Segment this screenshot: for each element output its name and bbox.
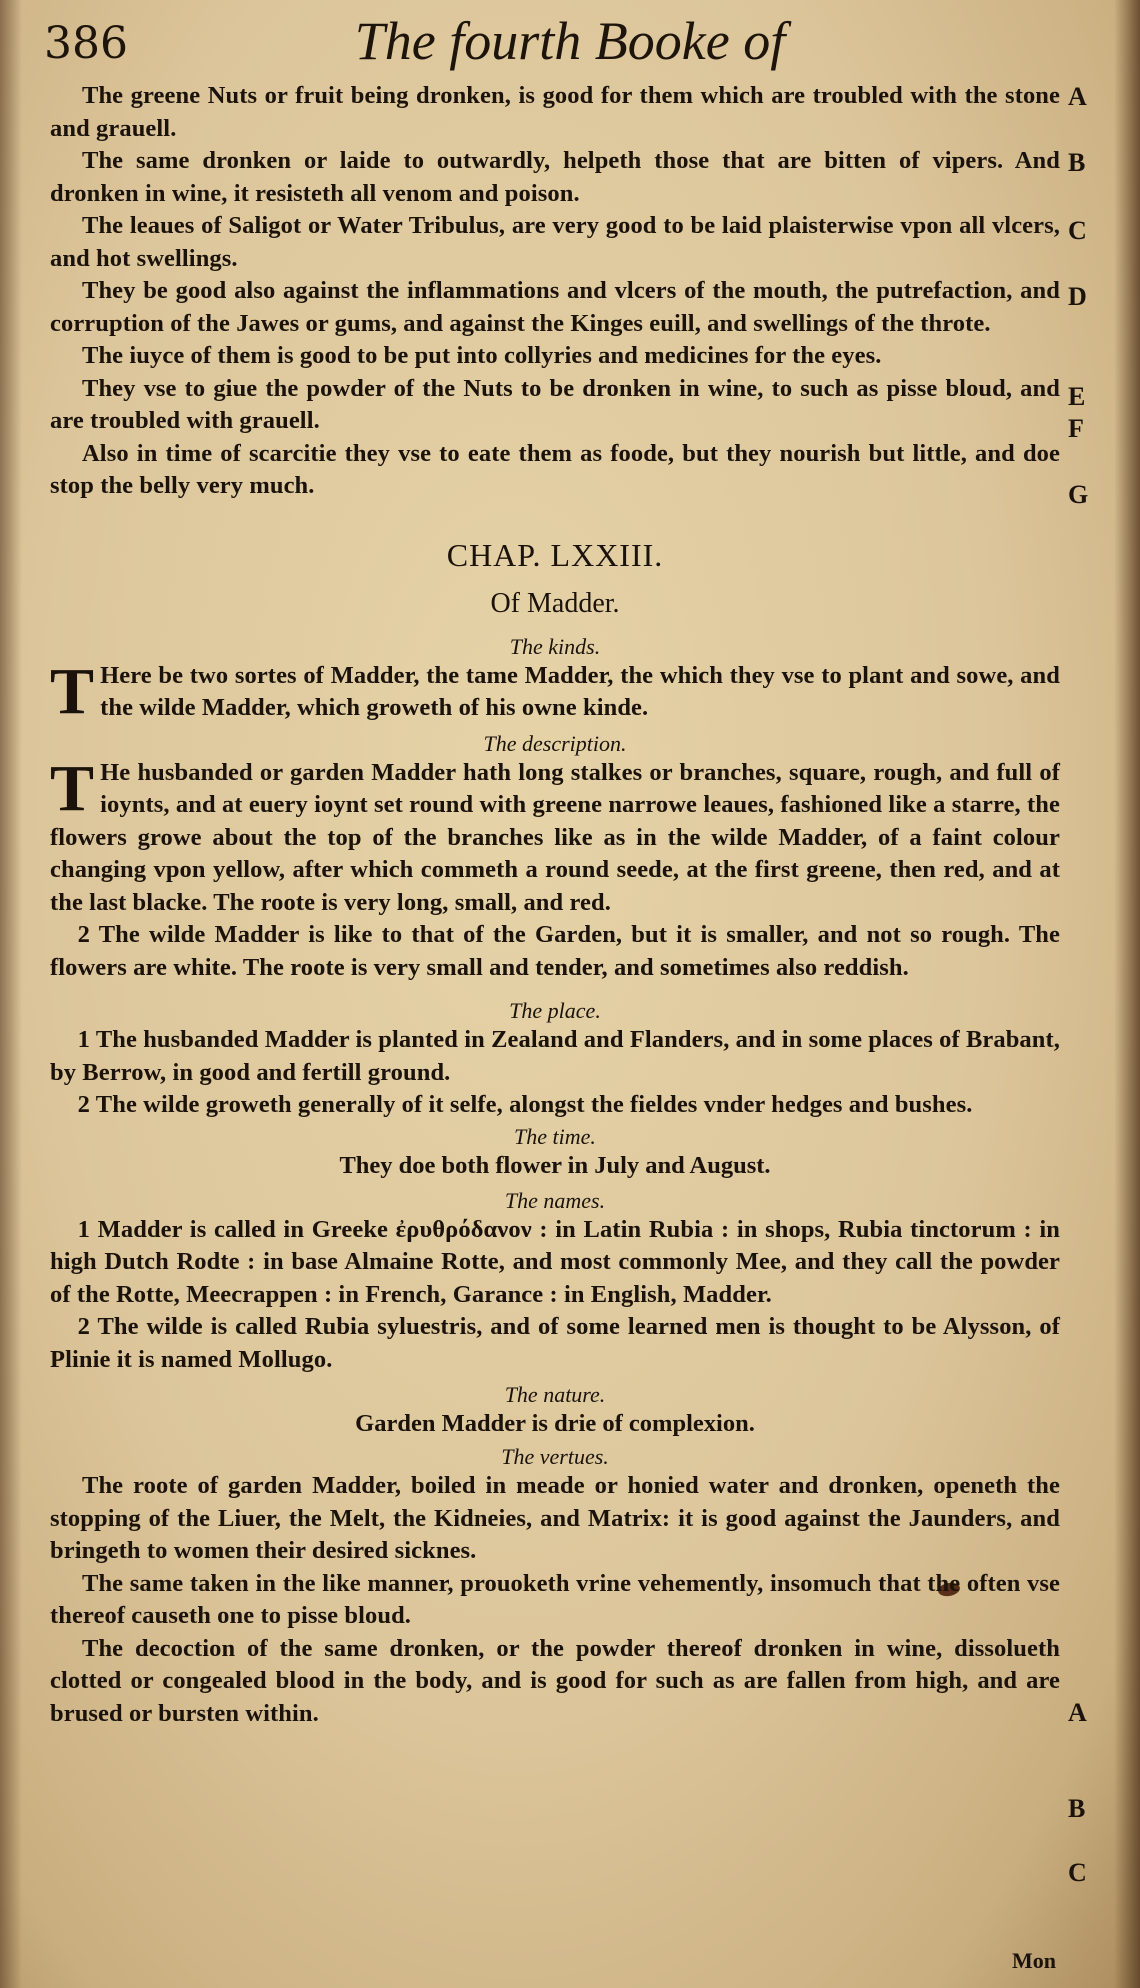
paragraph: The greene Nuts or fruit being dronken, is good for them which are troubled with the stone and grauell. bbox=[50, 82, 1060, 142]
drop-cap: T bbox=[50, 751, 95, 825]
item-number: 2 bbox=[77, 1313, 90, 1340]
section-heading-nature: The nature. bbox=[504, 1382, 606, 1407]
kinds-paragraph bbox=[50, 654, 1060, 728]
section-heading-time: The time. bbox=[514, 1123, 596, 1149]
place-item bbox=[50, 1024, 1060, 1089]
item-number: 2 bbox=[77, 921, 90, 948]
paragraph: The leaues of Saligot or Water Tribulus, are very good to be laid plaisterwise vpon all vlcers, and hot swellings. bbox=[50, 212, 1060, 272]
page-body bbox=[50, 80, 1060, 1730]
description-item bbox=[50, 919, 1060, 984]
margin-letter: F bbox=[1068, 414, 1084, 443]
running-head: The fourth Booke of bbox=[354, 11, 786, 71]
chapter-heading: CHAP. LXXIII. bbox=[446, 536, 664, 573]
page-edge-shadow bbox=[1114, 0, 1140, 1988]
margin-letter: A bbox=[1068, 1698, 1087, 1727]
item-number: 2 bbox=[77, 1091, 90, 1118]
place-item-text: The wilde groweth generally of it selfe, alongst the fieldes vnder hedges and bushes. bbox=[95, 1091, 973, 1118]
paragraph: They vse to giue the powder of the Nuts to be dronken in wine, to such as pisse bloud, and are troubled with grauell. bbox=[50, 374, 1060, 434]
names-item bbox=[50, 1311, 1060, 1376]
paragraph: Also in time of scarcitie they vse to eate them as foode, but they nourish but little, and doe stop the belly very much. bbox=[50, 439, 1060, 499]
nature-text: Garden Madder is drie of complexion. bbox=[355, 1410, 755, 1437]
catchword: Mon bbox=[1012, 1948, 1056, 1973]
place-item bbox=[50, 1089, 1060, 1122]
margin-letter: C bbox=[1068, 216, 1087, 245]
item-number: 1 bbox=[77, 1215, 90, 1243]
page-number: 386 bbox=[44, 18, 128, 69]
section-heading-place: The place. bbox=[509, 998, 601, 1023]
drop-cap: T bbox=[50, 654, 95, 728]
chapter-title: Of Madder. bbox=[490, 587, 620, 619]
margin-letter: D bbox=[1068, 282, 1087, 311]
vertues-paragraph: The roote of garden Madder, boiled in meade or honied water and dronken, openeth the stopping of the Liuer, the Melt, the Kidneies, and Matrix: it is good against the Jaunders, and bringeth to women their desired sicknes. bbox=[50, 1472, 1060, 1564]
section-heading-kinds: The kinds. bbox=[509, 633, 601, 659]
margin-letter: C bbox=[1068, 1858, 1087, 1887]
margin-letter: A bbox=[1068, 82, 1087, 111]
section-heading-description: The description. bbox=[483, 730, 627, 756]
paragraph: The iuyce of them is good to be put into collyries and medicines for the eyes. bbox=[82, 342, 882, 369]
description-item-text: The wilde Madder is like to that of the Garden, but it is smaller, and not so rough. The flowers are white. The roote is very small and tender, and sometimes also reddish. bbox=[50, 921, 1060, 981]
paragraph: The same dronken or laide to outwardly, helpeth those that are bitten of vipers. And dronken in wine, it resisteth all venom and poison. bbox=[50, 147, 1060, 207]
names-item-text: Madder is called in Greeke ἐρυθρόδανον : in Latin Rubia : in shops, Rubia tinctorum : in high Dutch Rodte : in base Almaine Rotte, and most commonly Mee, and they call the powder of the Rotte, Meecrappen : in French, Garance : in English, Madder. bbox=[50, 1215, 1060, 1308]
margin-letter: B bbox=[1068, 148, 1086, 177]
section-heading-names: The names. bbox=[504, 1187, 606, 1213]
kinds-text: Here be two sortes of Madder, the tame Madder, the which they vse to plant and sowe, and the wilde Madder, which groweth of his owne kinde. bbox=[100, 661, 1060, 721]
description-text: He husbanded or garden Madder hath long stalkes or branches, square, rough, and full of ioynts, and at euery ioynt set round with greene narrowe leaues, fashioned like a starre, the flowers growe about the top of the branches like as in the wilde Madder, of a faint colour changing vpon yellow, after which commeth a round seede, at the first greene, then red, and at the last blacke. The roote is very long, small, and red. bbox=[50, 758, 1060, 916]
names-item-text: The wilde is called Rubia syluestris, and of some learned men is thought to be Alysson, of Plinie it is named Mollugo. bbox=[50, 1313, 1060, 1373]
margin-letter: E bbox=[1068, 382, 1086, 411]
item-number: 1 bbox=[77, 1026, 90, 1053]
vertues-paragraph: The decoction of the same dronken, or the powder thereof dronken in wine, dissolueth clotted or congealed blood in the body, and is good for such as are fallen from high, and are brused or bursten within. bbox=[50, 1634, 1060, 1727]
time-text: They doe both flower in July and August. bbox=[339, 1151, 771, 1179]
paragraph: They be good also against the inflammations and vlcers of the mouth, the putrefaction, and corruption of the Jawes or gums, and against the Kinges euill, and swellings of the throte. bbox=[50, 277, 1060, 337]
description-paragraph bbox=[50, 751, 1060, 920]
vertues-paragraph: The same taken in the like manner, prouoketh vrine vehemently, insomuch that the often vse thereof causeth one to pisse bloud. bbox=[50, 1569, 1060, 1629]
page-gutter-shadow bbox=[0, 0, 22, 1988]
section-heading-vertues: The vertues. bbox=[501, 1444, 609, 1469]
margin-letter: G bbox=[1068, 480, 1089, 509]
place-item-text: The husbanded Madder is planted in Zealand and Flanders, and in some places of Brabant, by Berrow, in good and fertill ground. bbox=[50, 1026, 1060, 1086]
margin-letter: B bbox=[1068, 1794, 1086, 1823]
names-item bbox=[50, 1214, 1060, 1312]
